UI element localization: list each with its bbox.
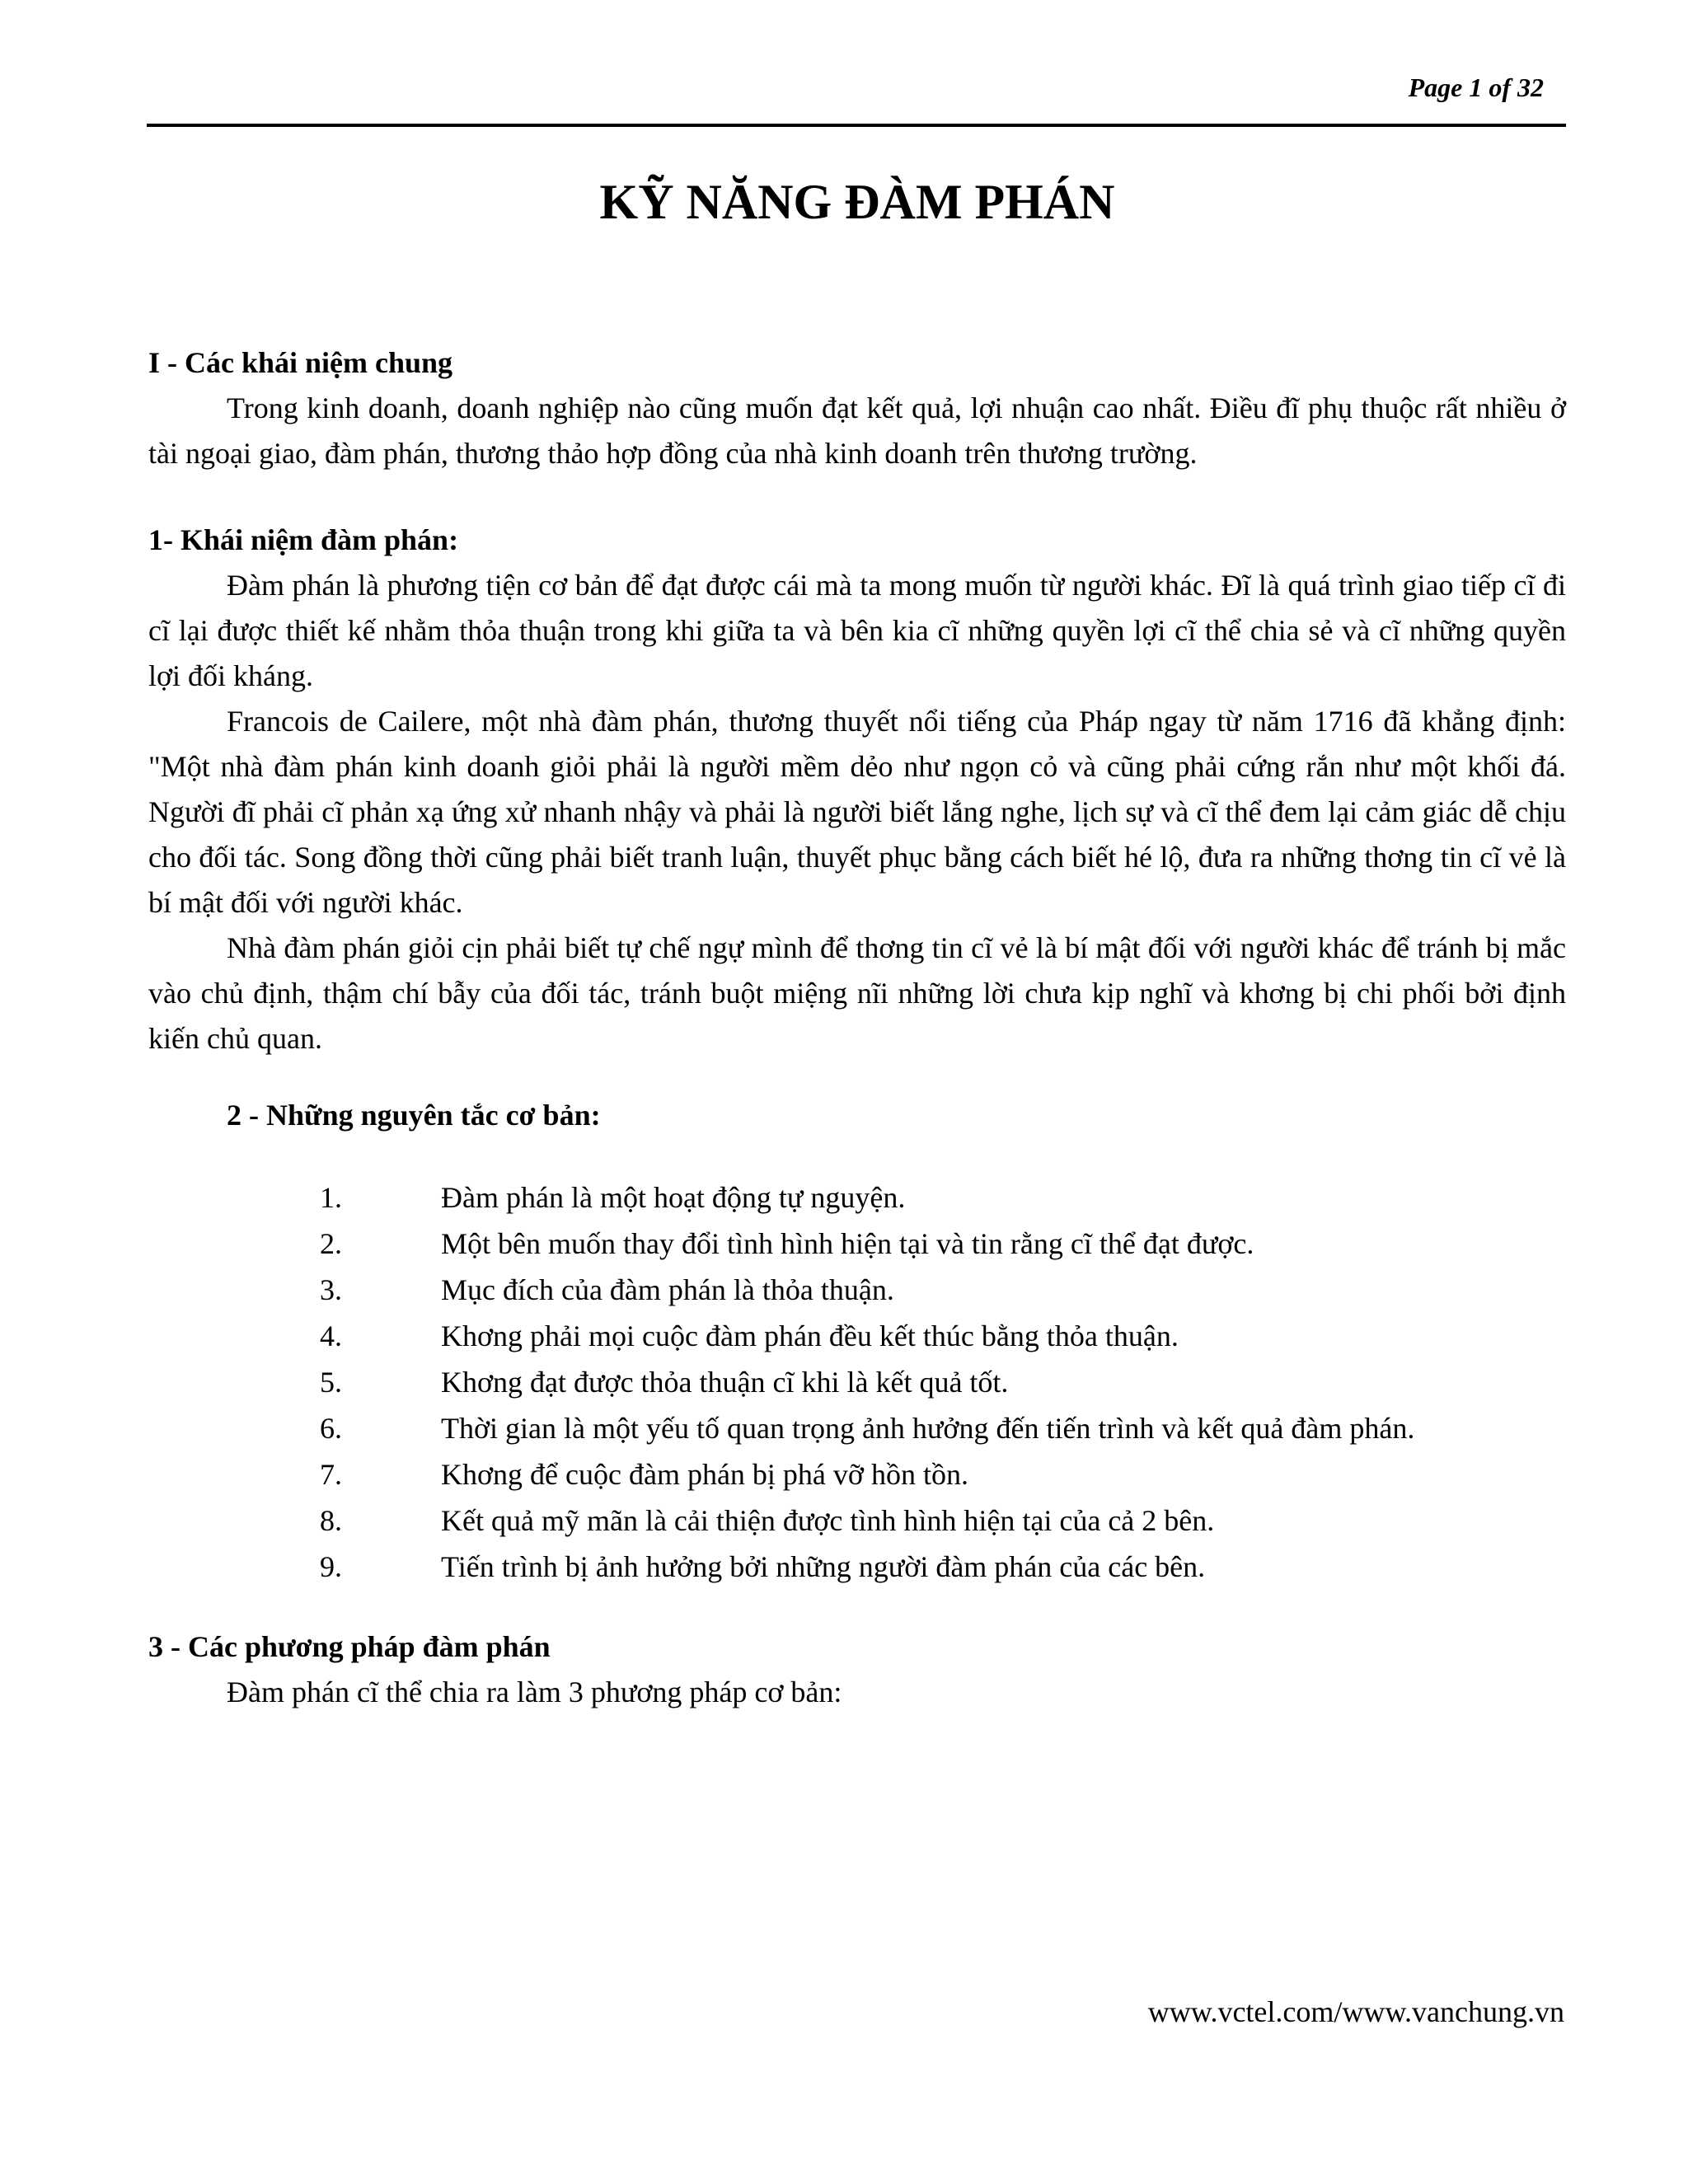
- subsection-heading-negotiation-concept: 1- Khái niệm đàm phán:: [148, 523, 459, 556]
- list-item-number: 7.: [320, 1458, 342, 1491]
- list-item: [148, 1174, 1566, 1221]
- advice-paragraph: Nhà đàm phán giỏi cịn phải biết tự chế ngự mình để thơng tin cĩ vẻ là bí mật đối với người khác để tránh bị mắc vào chủ định, thậm chí bẫy của đối tác, tránh buột miệng nĩi những lời chưa kịp nghĩ và khơng bị chi phối bởi định kiến chủ quan.: [148, 931, 1566, 1055]
- list-item: [148, 1544, 1566, 1590]
- footer-url: www.vctel.com/www.vanchung.vn: [1147, 1995, 1564, 2028]
- list-item-text: Một bên muốn thay đổi tình hình hiện tại và tin rằng cĩ thể đạt được.: [441, 1227, 1254, 1260]
- principles-list: [148, 1174, 1566, 1590]
- subsection-heading-principles: 2 - Những nguyên tắc cơ bản:: [227, 1099, 601, 1132]
- list-item: [148, 1497, 1566, 1544]
- list-item-number: 4.: [320, 1319, 342, 1352]
- section-heading-general-concepts: I - Các khái niệm chung: [148, 346, 453, 379]
- page-number: Page 1 of 32: [1408, 73, 1544, 102]
- list-item-number: 9.: [320, 1550, 342, 1583]
- list-item: [148, 1451, 1566, 1497]
- list-item: [148, 1313, 1566, 1359]
- list-item-number: 3.: [320, 1273, 342, 1306]
- list-item-text: Thời gian là một yếu tố quan trọng ảnh hưởng đến tiến trình và kết quả đàm phán.: [441, 1412, 1415, 1445]
- list-item: [148, 1359, 1566, 1405]
- section-heading-negotiation-methods: 3 - Các phương pháp đàm phán: [148, 1630, 551, 1663]
- list-item: [148, 1221, 1566, 1267]
- list-item-text: Đàm phán là một hoạt động tự nguyện.: [441, 1181, 906, 1214]
- quote-paragraph: Francois de Cailere, một nhà đàm phán, thương thuyết nổi tiếng của Pháp ngay từ năm 1716 đã khẳng định: "Một nhà đàm phán kinh doanh giỏi phải là người mềm dẻo như ngọn cỏ và cũng phải cứng rắn như một khối đá. Người đĩ phải cĩ phản xạ ứng xử nhanh nhậy và phải là người biết lắng nghe, lịch sự và cĩ thể đem lại cảm giác dễ chịu cho đối tác. Song đồng thời cũng phải biết tranh luận, thuyết phục bằng cách biết hé lộ, đưa ra những thơng tin cĩ vẻ là bí mật đối với người khác.: [148, 705, 1566, 919]
- list-item-number: 5.: [320, 1366, 342, 1399]
- list-item-text: Khơng đạt được thỏa thuận cĩ khi là kết quả tốt.: [441, 1366, 1009, 1399]
- list-item-text: Mục đích của đàm phán là thỏa thuận.: [441, 1273, 894, 1306]
- list-item: [148, 1267, 1566, 1313]
- document-body: [148, 165, 1566, 1715]
- list-item-text: Tiến trình bị ảnh hưởng bởi những người đàm phán của các bên.: [441, 1550, 1206, 1583]
- intro-paragraph: Trong kinh doanh, doanh nghiệp nào cũng muốn đạt kết quả, lợi nhuận cao nhất. Điều đĩ phụ thuộc rất nhiều ở tài ngoại giao, đàm phán, thương thảo hợp đồng của nhà kinh doanh trên thương trường.: [148, 391, 1566, 470]
- methods-intro-paragraph: Đàm phán cĩ thể chia ra làm 3 phương pháp cơ bản:: [227, 1675, 842, 1708]
- list-item: [148, 1405, 1566, 1451]
- list-item-number: 1.: [320, 1181, 342, 1214]
- list-item-text: Kết quả mỹ mãn là cải thiện được tình hình hiện tại của cả 2 bên.: [441, 1504, 1215, 1537]
- list-item-number: 8.: [320, 1504, 342, 1537]
- header-rule: [147, 124, 1566, 127]
- list-item-number: 2.: [320, 1227, 342, 1260]
- list-item-text: Khơng phải mọi cuộc đàm phán đều kết thúc bằng thỏa thuận.: [441, 1319, 1179, 1352]
- document-title: KỸ NĂNG ĐÀM PHÁN: [599, 175, 1115, 229]
- definition-paragraph: Đàm phán là phương tiện cơ bản để đạt được cái mà ta mong muốn từ người khác. Đĩ là quá trình giao tiếp cĩ đi cĩ lại được thiết kế nhằm thỏa thuận trong khi giữa ta và bên kia cĩ những quyền lợi cĩ thể chia sẻ và cĩ những quyền lợi đối kháng.: [148, 569, 1566, 692]
- list-item-text: Khơng để cuộc đàm phán bị phá vỡ hồn tồn.: [441, 1458, 968, 1491]
- list-item-number: 6.: [320, 1412, 342, 1445]
